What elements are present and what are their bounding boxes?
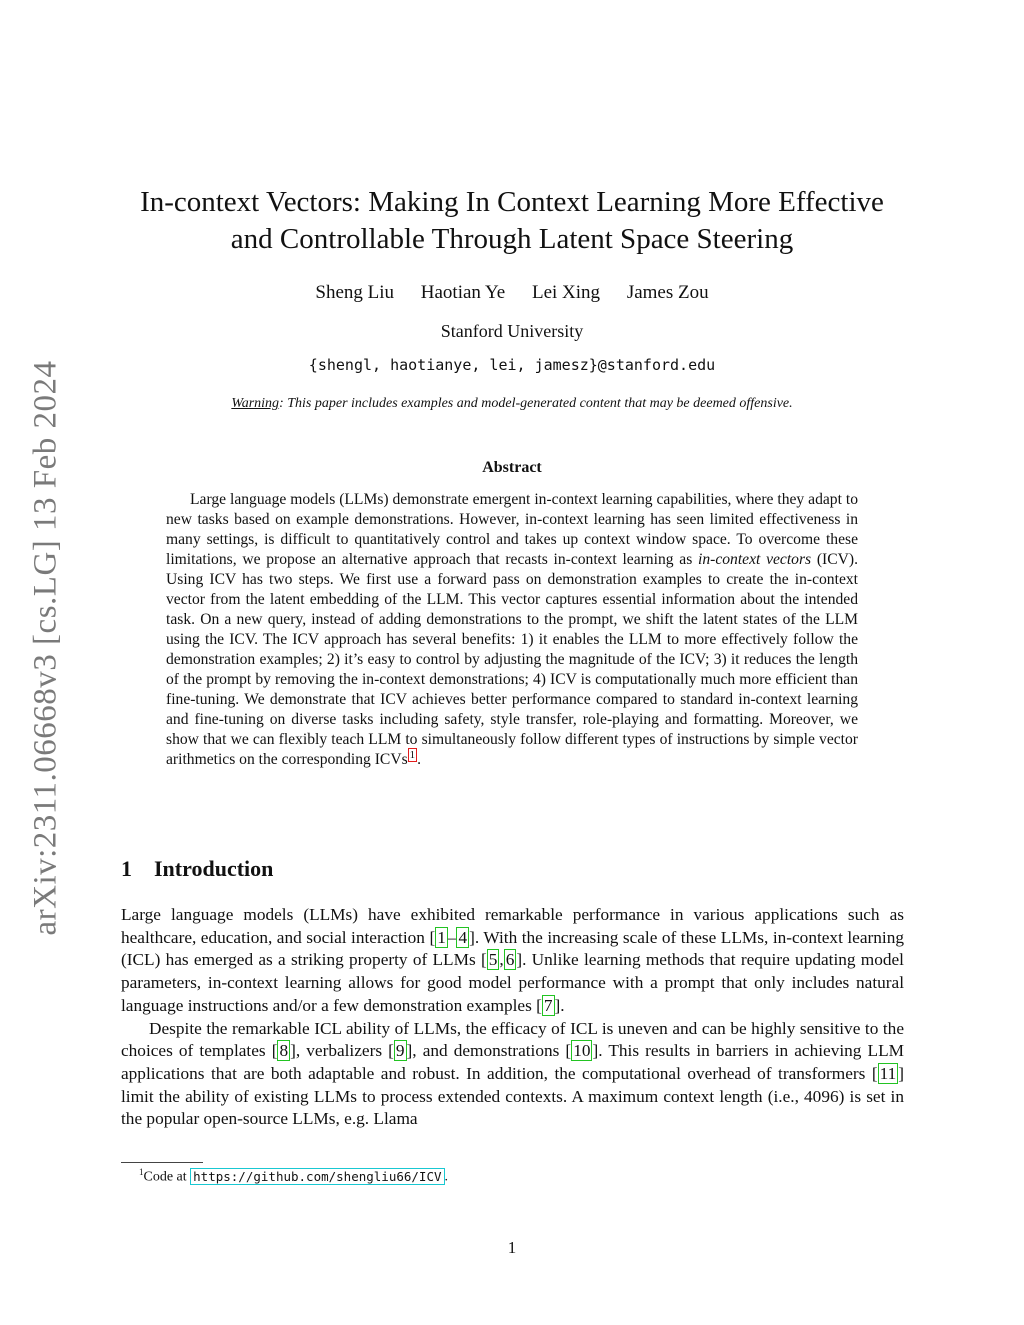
footnote-period: . [444, 1169, 449, 1185]
author-emails: {shengl, haotianye, lei, jamesz}@stanford.edu [308, 356, 716, 374]
author-list [110, 282, 914, 304]
affiliation: Stanford University [440, 321, 584, 341]
introduction-body [121, 904, 904, 1131]
title-line-2: and Controllable Through Latent Space Steering [230, 223, 794, 255]
abstract-text: Large language models (LLMs) demonstrate emergent in-context learning capabilities, where they adapt to new tasks based on example demonstrations. However, in-context learning has seen limited effectiveness in many settings, is difficult to quantitatively control and takes up context window space. To overcome these limitations, we propose an alternative approach that recasts in-context learning as [166, 491, 858, 568]
code-url-link[interactable]: https://github.com/shengliu66/ICV [190, 1168, 444, 1185]
paragraph-text: Large language models (LLMs) have exhibited remarkable performance in various applications such as healthcare, education, and social interaction [ [121, 905, 904, 947]
warning-label: Warning [231, 396, 280, 411]
paragraph-text: ]. [554, 995, 565, 1015]
footnote-divider [121, 1162, 203, 1163]
paragraph-text: ] limit the ability of existing LLMs to process extended contexts. A maximum context length (i.e., 4096) is set in the popular open-source LLMs, e.g. Llama [121, 1063, 904, 1129]
abstract-emphasis: in-context vectors [698, 551, 812, 568]
abstract-body [166, 490, 858, 770]
warning-text: : This paper includes examples and model-generated content that may be deemed offensive. [279, 396, 793, 411]
paper-title [110, 184, 914, 258]
footnote-text: Code at [143, 1169, 191, 1185]
content-warning [110, 396, 914, 412]
citation-link[interactable]: 8 [279, 1041, 289, 1061]
paragraph [121, 904, 904, 1018]
abstract-heading: Abstract [482, 459, 542, 476]
citation-link[interactable]: 6 [505, 950, 515, 970]
paragraph-text: ]. Unlike learning methods that require updating model parameters, in-context learning allows for good model performance with a prompt that only includes natural language instructions and/or a few demonstration examples [ [121, 950, 904, 1015]
section-title: Introduction [154, 856, 274, 881]
section-heading [121, 856, 273, 882]
citation-link[interactable]: 10 [573, 1041, 591, 1061]
page-number: 1 [507, 1238, 517, 1257]
footnote [139, 1167, 448, 1186]
arxiv-identifier: arXiv:2311.06668v3 [cs.LG] 13 Feb 2024 [27, 360, 64, 936]
citation-link[interactable]: 4 [458, 927, 468, 947]
abstract-period: . [417, 751, 422, 768]
citation-link[interactable]: 5 [488, 950, 498, 970]
author-name: Lei Xing [531, 282, 601, 303]
author-name: Haotian Ye [420, 282, 506, 303]
paragraph-text: ]. This results in barriers in achieving LLM applications that are both adaptable and robust. In addition, the computational overhead of transformers [ [121, 1041, 904, 1083]
footnote-link[interactable]: 1 [409, 748, 416, 761]
paragraph [121, 1018, 904, 1132]
author-name: James Zou [626, 282, 709, 303]
paragraph-text: ], verbalizers [ [290, 1041, 394, 1061]
section-number: 1 [121, 856, 132, 881]
author-name: Sheng Liu [315, 282, 395, 303]
title-line-1: In-context Vectors: Making In Context Learning More Effective [140, 186, 884, 218]
footnote-mark: 1 [139, 1167, 144, 1177]
citation-link[interactable]: 9 [395, 1041, 405, 1061]
citation-separator: – [447, 927, 457, 947]
abstract-text: (ICV). Using ICV has two steps. We first use a forward pass on demonstration examples to create the in-context vector from the latent embedding of the LLM. This vector captures essential information about the intended task. On a new query, instead of adding demonstrations to the prompt, we shift the latent states of the LLM using the ICV. The ICV approach has several benefits: 1) it enables the LLM to more effectively follow the demonstration examples; 2) it’s easy to control by adjusting the magnitude of the ICV; 3) it reduces the length of the prompt by removing the in-context demonstrations; 4) ICV is computationally much more efficient than fine-tuning. We demonstrate that ICV achieves better performance compared to standard in-context learning and fine-tuning on diverse tasks including safety, style transfer, role-playing and formatting. Moreover, we show that we can flexibly teach LLM to simultaneously follow different types of instructions by simple vector arithmetics on the corresponding ICVs [166, 551, 858, 768]
citation-link[interactable]: 11 [879, 1063, 897, 1083]
citation-link[interactable]: 7 [543, 995, 553, 1015]
paragraph-text: ], and demonstrations [ [406, 1041, 572, 1061]
paragraph-text: Despite the remarkable ICL ability of LLMs, the efficacy of ICL is uneven and can be highly sensitive to the choices of templates [ [121, 1018, 904, 1061]
citation-link[interactable]: 1 [437, 927, 446, 947]
citation-separator: , [499, 950, 504, 970]
paragraph-text: ]. With the increasing scale of these LLMs, in-context learning (ICL) has emerged as a striking property of LLMs [ [121, 927, 904, 970]
